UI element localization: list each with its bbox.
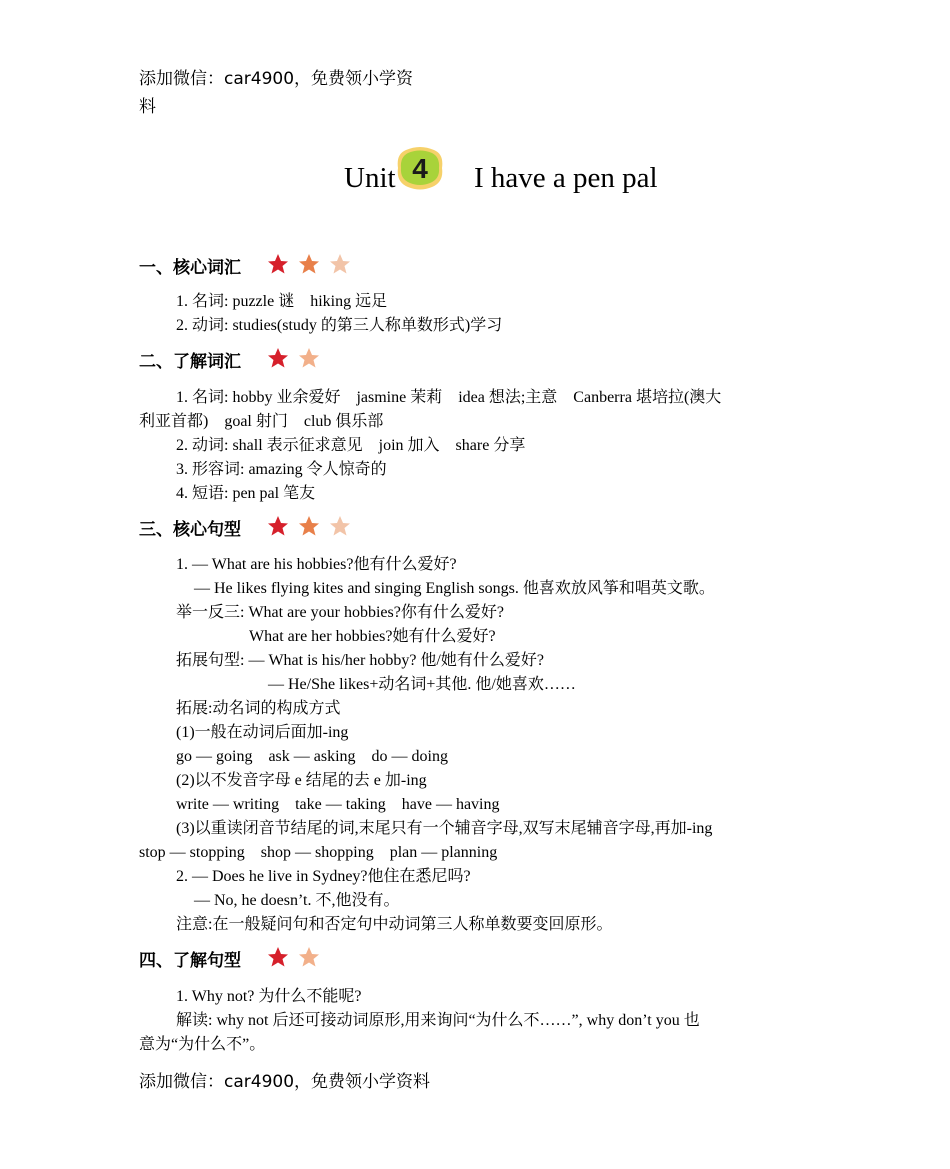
- header-wechat-line1: 添加微信：car4900，免费领小学资: [139, 69, 414, 89]
- star-icon: [265, 514, 291, 538]
- s4-line-2: 解读: why not 后还可接动词原形,用来询问“为什么不……”, why don’t you 也: [176, 1012, 700, 1029]
- s3-line-7: 拓展:动名词的构成方式: [176, 700, 341, 717]
- star-icon: [296, 346, 322, 370]
- star-icon: [296, 514, 322, 538]
- s3-line-1: 1. — What are his hobbies?他有什么爱好?: [176, 556, 457, 573]
- star-rating-3: [265, 252, 353, 276]
- s2-line-1: 1. 名词: hobby 业余爱好 jasmine 茉莉 idea 想法;主意 Canberra 堪培拉(澳大: [176, 389, 722, 406]
- s3-line-15: — No, he doesn’t. 不,他没有。: [194, 892, 400, 909]
- section-heading-know-sentences: 四、了解句型: [139, 951, 241, 971]
- star-icon: [265, 252, 291, 276]
- star-rating-3: [265, 514, 353, 538]
- s3-line-6: — He/She likes+动名词+其他. 他/她喜欢……: [268, 676, 576, 693]
- section-heading-know-vocab: 二、了解词汇: [139, 352, 241, 372]
- star-icon: [327, 252, 353, 276]
- section-heading-core-sentences: 三、核心句型: [139, 520, 241, 540]
- unit-title: [0, 150, 950, 210]
- star-icon: [296, 945, 322, 969]
- s3-line-8: (1)一般在动词后面加-ing: [176, 724, 349, 741]
- s4-line-3: 意为“为什么不”。: [139, 1036, 266, 1053]
- s3-line-13: stop — stopping shop — shopping plan — planning: [139, 844, 498, 861]
- s3-line-5: 拓展句型: — What is his/her hobby? 他/她有什么爱好?: [176, 652, 544, 669]
- star-icon: [265, 945, 291, 969]
- star-rating-2: [265, 346, 322, 370]
- s3-line-2: — He likes flying kites and singing English songs. 他喜欢放风筝和唱英文歌。: [194, 580, 715, 597]
- s2-line-2: 利亚首都) goal 射门 club 俱乐部: [139, 413, 384, 430]
- star-icon: [265, 346, 291, 370]
- section-heading-core-vocab: 一、核心词汇: [139, 258, 241, 278]
- s2-line-4: 3. 形容词: amazing 令人惊奇的: [176, 461, 387, 478]
- title-subtitle: I have a pen pal: [474, 162, 658, 194]
- s3-line-11: write — writing take — taking have — having: [176, 796, 500, 813]
- title-unit-word: Unit: [344, 162, 396, 194]
- header-wechat-line2: 料: [139, 97, 156, 117]
- star-rating-2: [265, 945, 322, 969]
- footer-wechat: 添加微信：car4900，免费领小学资料: [139, 1072, 431, 1092]
- s1-line-2: 2. 动词: studies(study 的第三人称单数形式)学习: [176, 317, 503, 334]
- s2-line-5: 4. 短语: pen pal 笔友: [176, 485, 316, 502]
- unit-number-badge: [396, 146, 444, 190]
- s3-line-3: 举一反三: What are your hobbies?你有什么爱好?: [176, 604, 504, 621]
- s3-line-4: What are her hobbies?她有什么爱好?: [249, 628, 496, 645]
- star-icon: [296, 252, 322, 276]
- s4-line-1: 1. Why not? 为什么不能呢?: [176, 988, 362, 1005]
- s3-line-10: (2)以不发音字母 e 结尾的去 e 加-ing: [176, 772, 427, 789]
- s3-line-12: (3)以重读闭音节结尾的词,末尾只有一个辅音字母,双写末尾辅音字母,再加-ing: [176, 820, 713, 837]
- s1-line-1: 1. 名词: puzzle 谜 hiking 远足: [176, 293, 388, 310]
- s3-line-16: 注意:在一般疑问句和否定句中动词第三人称单数要变回原形。: [176, 916, 613, 933]
- s3-line-14: 2. — Does he live in Sydney?他住在悉尼吗?: [176, 868, 471, 885]
- unit-number-text: 4: [412, 153, 428, 184]
- s3-line-9: go — going ask — asking do — doing: [176, 748, 448, 765]
- s2-line-3: 2. 动词: shall 表示征求意见 join 加入 share 分享: [176, 437, 526, 454]
- star-icon: [327, 514, 353, 538]
